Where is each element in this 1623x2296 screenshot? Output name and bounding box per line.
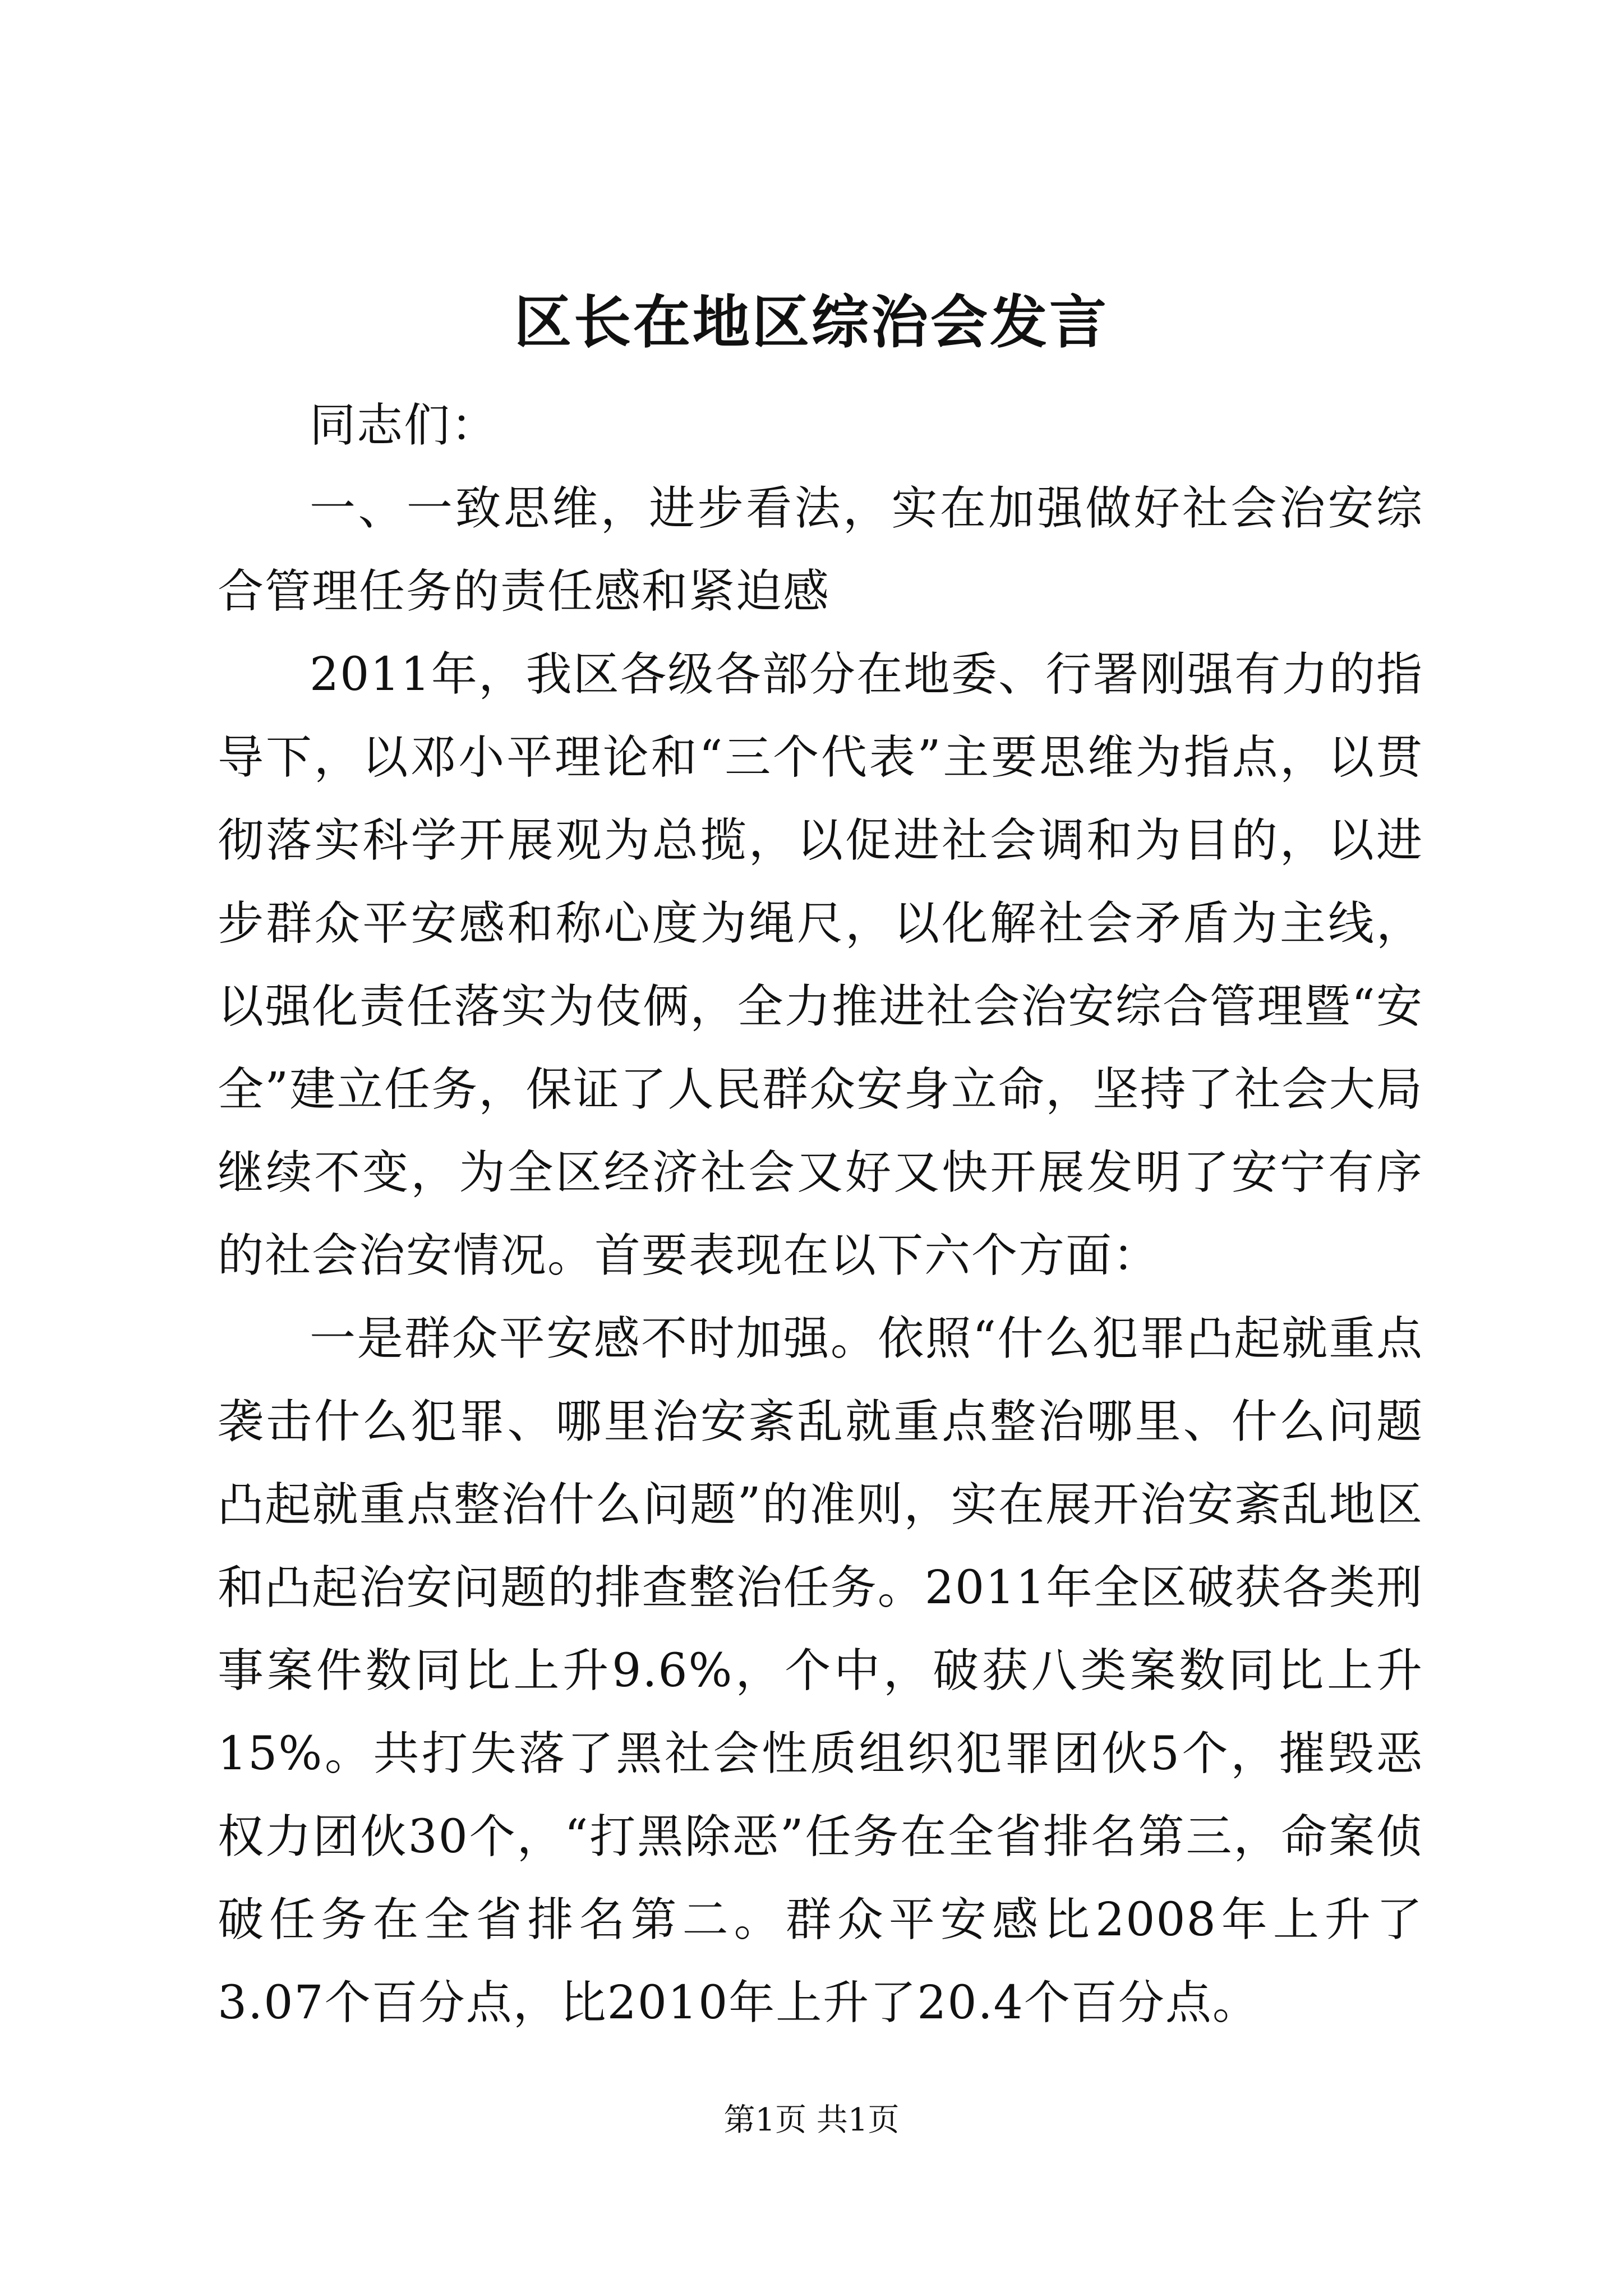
paragraph-point-one: 一是群众平安感不时加强。依照“什么犯罪凸起就重点袭击什么犯罪、哪里治安紊乱就重点整治哪里、什么问题凸起就重点整治什么问题”的准则，实在展开治安紊乱地区和凸起治安问题的排查整治任务。2011年全区破获各类刑事案件数同比上升9.6%，个中，破获八类案数同比上升15%。共打失落了黑社会性质组织犯罪团伙5个，摧毁恶权力团伙30个，“打黑除恶”任务在全省排名第三，命案侦破任务在全省排名第二。群众平安感比2008年上升了3.07个百分点，比2010年上升了20.4个百分点。 <box>218 1312 1423 2030</box>
paragraph-section-heading: 一、一致思维，进步看法，实在加强做好社会治安综合管理任务的责任感和紧迫感 <box>218 482 1423 618</box>
page-footer: 第1页 共1页 <box>723 2102 900 2138</box>
paragraph-salutation: 同志们： <box>310 399 499 452</box>
document-title: 区长在地区综治会发言 <box>514 289 1109 356</box>
paragraph-overview: 2011年，我区各级各部分在地委、行署刚强有力的指导下，以邓小平理论和“三个代表”主要思维为指点，以贯彻落实科学开展观为总揽，以促进社会调和为目的，以进步群众平安感和称心度为绳尺，以化解社会矛盾为主线，以强化责任落实为伎俩，全力推进社会治安综合管理暨“安全”建立任务，保证了人民群众安身立命，坚持了社会大局继续不变，为全区经济社会又好又快开展发明了安宁有序的社会治安情况。首要表现在以下六个方面： <box>218 648 1423 1282</box>
document-body <box>218 384 1423 2045</box>
